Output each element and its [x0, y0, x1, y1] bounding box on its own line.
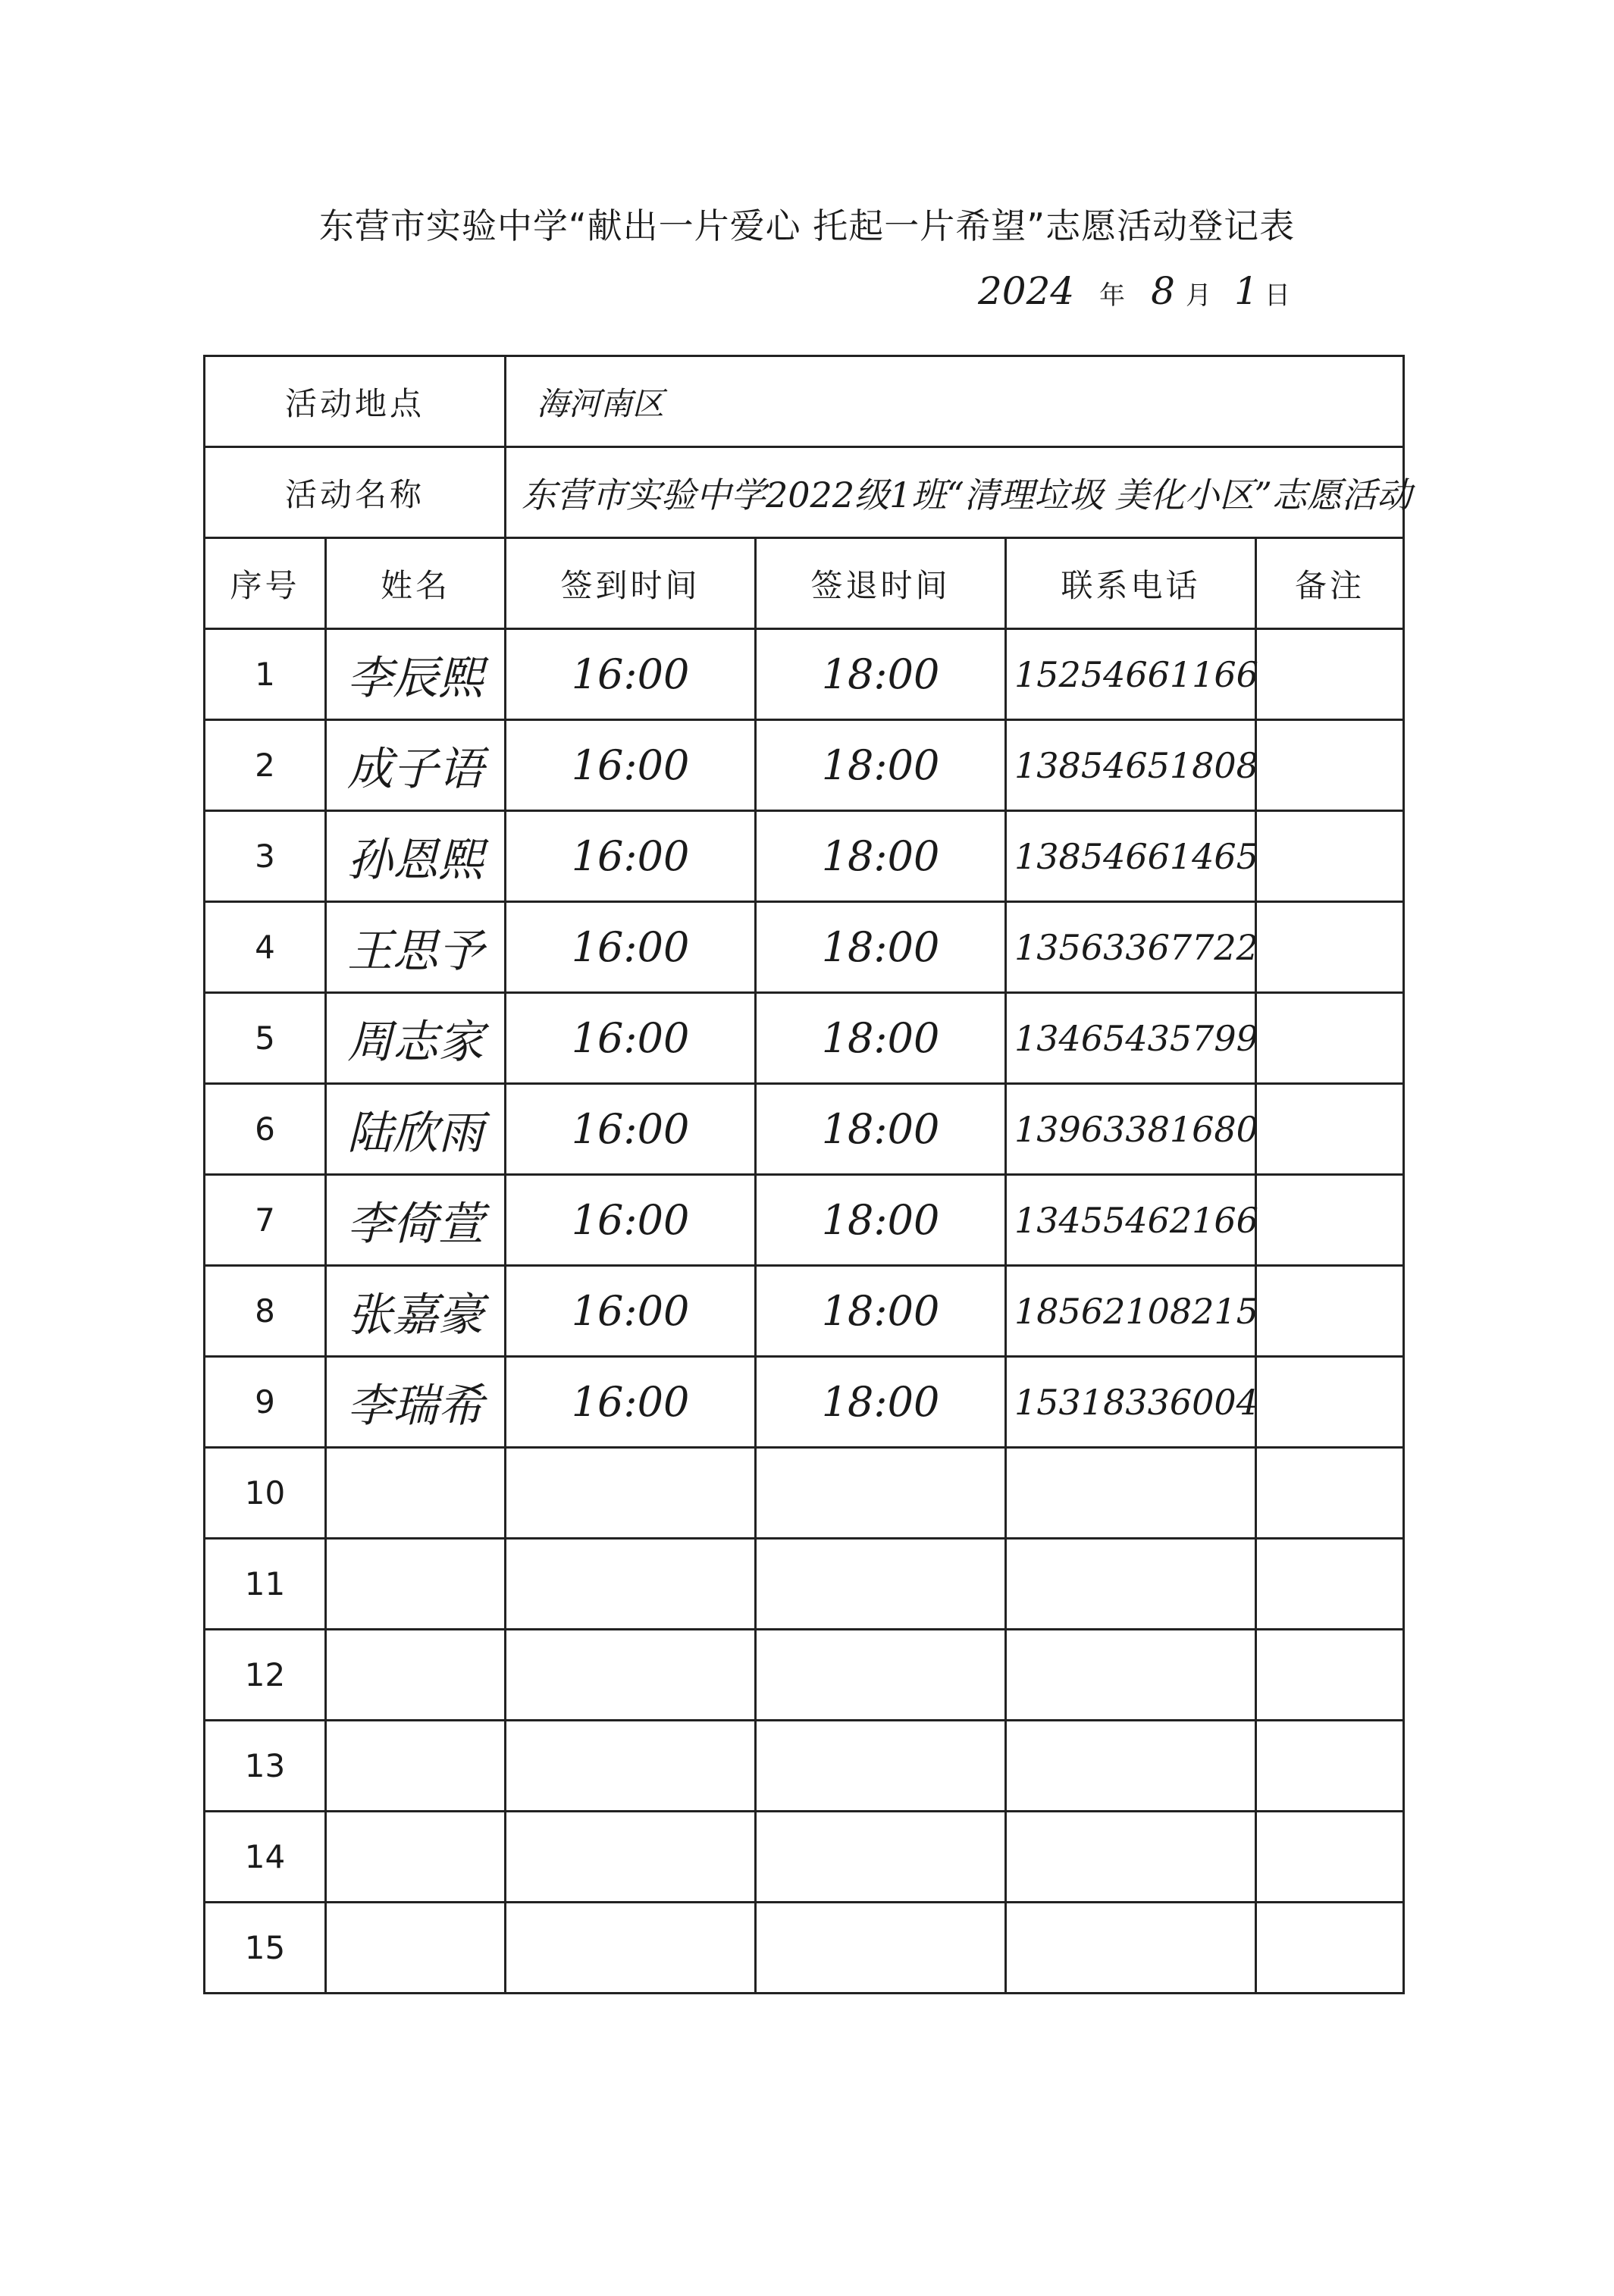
sign-out-time — [756, 1630, 1006, 1721]
date-day-unit: 日 — [1265, 280, 1290, 311]
row-number: 12 — [205, 1630, 326, 1721]
volunteer-name: 张嘉豪 — [326, 1266, 506, 1357]
phone-number: 13455462166 — [1006, 1175, 1256, 1266]
phone-number — [1006, 1903, 1256, 1994]
note-cell — [1256, 1630, 1404, 1721]
volunteer-name: 王思予 — [326, 902, 506, 993]
note-cell — [1256, 1175, 1404, 1266]
table-row — [205, 1448, 1404, 1539]
table-row — [205, 629, 1404, 720]
note-cell — [1256, 1721, 1404, 1812]
note-cell — [1256, 1903, 1404, 1994]
volunteer-name: 孙恩熙 — [326, 811, 506, 902]
volunteer-name: 周志家 — [326, 993, 506, 1084]
location-label: 活动地点 — [205, 356, 506, 447]
row-number: 10 — [205, 1448, 326, 1539]
table-row — [205, 1903, 1404, 1994]
phone-number: 13854651808 — [1006, 720, 1256, 811]
volunteer-name — [326, 1812, 506, 1903]
table-header-row — [205, 538, 1404, 629]
header-sign-out: 签退时间 — [756, 538, 1006, 629]
header-no: 序号 — [205, 538, 326, 629]
sign-out-time — [756, 1812, 1006, 1903]
volunteer-name — [326, 1630, 506, 1721]
row-number: 7 — [205, 1175, 326, 1266]
row-number: 2 — [205, 720, 326, 811]
phone-number: 13854661465 — [1006, 811, 1256, 902]
phone-number: 13563367722 — [1006, 902, 1256, 993]
row-number: 3 — [205, 811, 326, 902]
sign-in-time — [506, 1630, 756, 1721]
volunteer-name — [326, 1539, 506, 1630]
note-cell — [1256, 1812, 1404, 1903]
header-sign-in: 签到时间 — [506, 538, 756, 629]
form-date — [978, 269, 1313, 322]
table-row — [205, 1175, 1404, 1266]
registration-table — [203, 355, 1412, 1994]
row-number: 13 — [205, 1721, 326, 1812]
note-cell — [1256, 1357, 1404, 1448]
table-row — [205, 993, 1404, 1084]
phone-number: 15254661166 — [1006, 629, 1256, 720]
sign-in-time: 16:00 — [506, 1266, 756, 1357]
sign-out-time — [756, 1448, 1006, 1539]
date-year-unit: 年 — [1099, 280, 1125, 311]
note-cell — [1256, 993, 1404, 1084]
sign-in-time — [506, 1721, 756, 1812]
table-row — [205, 720, 1404, 811]
phone-number — [1006, 1448, 1256, 1539]
volunteer-name — [326, 1448, 506, 1539]
header-note: 备注 — [1256, 538, 1404, 629]
note-cell — [1256, 811, 1404, 902]
volunteer-name — [326, 1721, 506, 1812]
phone-number — [1006, 1539, 1256, 1630]
note-cell — [1256, 1539, 1404, 1630]
header-name: 姓名 — [326, 538, 506, 629]
info-row-activity — [205, 447, 1404, 538]
sign-in-time — [506, 1539, 756, 1630]
sign-out-time: 18:00 — [756, 720, 1006, 811]
sign-in-time — [506, 1448, 756, 1539]
activity-name-value: 东营市实验中学2022级1班“清理垃圾 美化小区”志愿活动 — [506, 447, 1404, 538]
phone-number: 18562108215 — [1006, 1266, 1256, 1357]
table-row — [205, 1812, 1404, 1903]
sign-in-time: 16:00 — [506, 993, 756, 1084]
table-row — [205, 1630, 1404, 1721]
sign-in-time — [506, 1812, 756, 1903]
row-number: 4 — [205, 902, 326, 993]
table-row — [205, 1539, 1404, 1630]
sign-in-time — [506, 1903, 756, 1994]
row-number: 15 — [205, 1903, 326, 1994]
phone-number: 13465435799 — [1006, 993, 1256, 1084]
date-month: 8 — [1151, 269, 1175, 313]
row-number: 5 — [205, 993, 326, 1084]
table-row — [205, 1084, 1404, 1175]
row-number: 11 — [205, 1539, 326, 1630]
activity-name-label: 活动名称 — [205, 447, 506, 538]
volunteer-name: 李瑞希 — [326, 1357, 506, 1448]
note-cell — [1256, 1448, 1404, 1539]
volunteer-name: 成子语 — [326, 720, 506, 811]
sign-out-time — [756, 1539, 1006, 1630]
sign-out-time: 18:00 — [756, 993, 1006, 1084]
sign-out-time — [756, 1721, 1006, 1812]
header-phone: 联系电话 — [1006, 538, 1256, 629]
info-row-location — [205, 356, 1404, 447]
row-number: 14 — [205, 1812, 326, 1903]
phone-number — [1006, 1812, 1256, 1903]
sign-out-time: 18:00 — [756, 1175, 1006, 1266]
sign-out-time: 18:00 — [756, 811, 1006, 902]
note-cell — [1256, 720, 1404, 811]
volunteer-name: 李倚萱 — [326, 1175, 506, 1266]
sign-in-time: 16:00 — [506, 720, 756, 811]
table-row — [205, 811, 1404, 902]
sign-in-time: 16:00 — [506, 1357, 756, 1448]
note-cell — [1256, 902, 1404, 993]
table-row — [205, 1266, 1404, 1357]
sign-in-time: 16:00 — [506, 811, 756, 902]
sign-out-time — [756, 1903, 1006, 1994]
sign-out-time: 18:00 — [756, 629, 1006, 720]
volunteer-name — [326, 1903, 506, 1994]
row-number: 8 — [205, 1266, 326, 1357]
sign-in-time: 16:00 — [506, 629, 756, 720]
sign-out-time: 18:00 — [756, 1357, 1006, 1448]
sign-out-time: 18:00 — [756, 1084, 1006, 1175]
table-row — [205, 1357, 1404, 1448]
note-cell — [1256, 1084, 1404, 1175]
phone-number — [1006, 1721, 1256, 1812]
sign-out-time: 18:00 — [756, 1266, 1006, 1357]
row-number: 9 — [205, 1357, 326, 1448]
table-row — [205, 902, 1404, 993]
row-number: 6 — [205, 1084, 326, 1175]
phone-number — [1006, 1630, 1256, 1721]
date-year: 2024 — [978, 269, 1075, 313]
form-title: 东营市实验中学“献出一片爱心 托起一片希望”志愿活动登记表 — [318, 205, 1296, 246]
row-number: 1 — [205, 629, 326, 720]
note-cell — [1256, 1266, 1404, 1357]
note-cell — [1256, 629, 1404, 720]
volunteer-name: 陆欣雨 — [326, 1084, 506, 1175]
phone-number: 13963381680 — [1006, 1084, 1256, 1175]
location-value: 海河南区 — [506, 356, 1404, 447]
table-row — [205, 1721, 1404, 1812]
sign-in-time: 16:00 — [506, 1175, 756, 1266]
sign-out-time: 18:00 — [756, 902, 1006, 993]
date-month-unit: 月 — [1186, 280, 1211, 311]
sign-in-time: 16:00 — [506, 1084, 756, 1175]
date-day: 1 — [1234, 269, 1258, 313]
volunteer-name: 李辰熙 — [326, 629, 506, 720]
phone-number: 15318336004 — [1006, 1357, 1256, 1448]
sign-in-time: 16:00 — [506, 902, 756, 993]
